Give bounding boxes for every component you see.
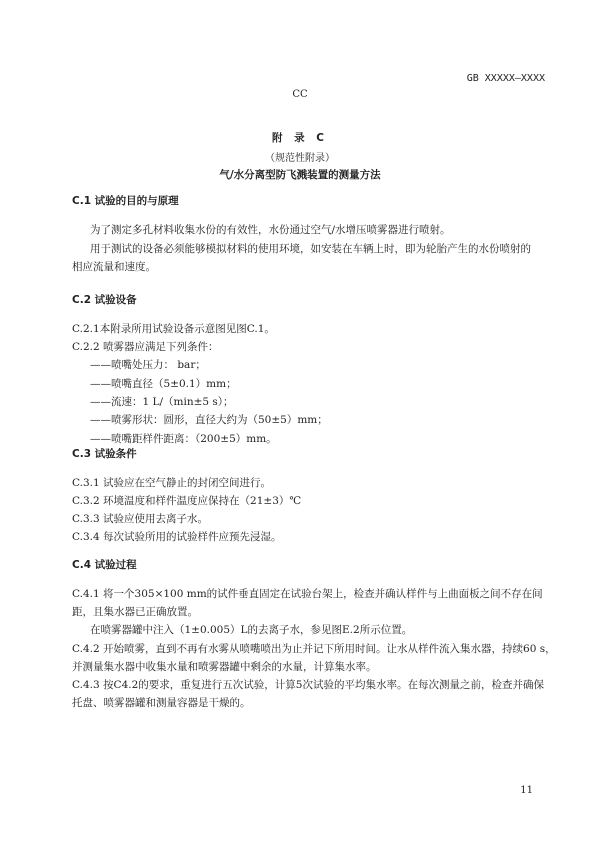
clause-line: 并测量集水器中收集水量和喷雾器罐中剩余的水量，计算集水率。 — [72, 661, 377, 673]
clause-line: C.2.2 喷雾器应满足下列条件： — [72, 341, 219, 353]
clause-line: C.4.1 将一个305×100 mm的试件垂直固定在试验台架上，检查并确认样件与上曲面板之间不存在间 — [72, 588, 543, 600]
list-item: ——流速：1 L/（min±5 s）； — [90, 396, 234, 408]
clause-line: C.3.4 每次试验所用的试验样件应预先浸湿。 — [72, 531, 282, 543]
clause-line: C.4.3 按C4.2的要求，重复进行五次试验，计算5次试验的平均集水率。在每次测量之前，检查并确保 — [72, 679, 544, 691]
page-number: 11 — [520, 785, 533, 796]
list-item: ——喷雾形状：圆形，直径大约为（50±5）mm； — [90, 414, 328, 426]
clause-line: C.3.2 环境温度和样件温度应保持在（21±3）℃ — [72, 495, 302, 507]
section-heading-c4: C.4 试验过程 — [72, 559, 137, 571]
section-heading-c1: C.1 试验的目的与原理 — [72, 195, 179, 207]
list-item: ——喷嘴直径（5±0.1）mm； — [90, 378, 237, 390]
list-item: ——喷嘴处压力： bar； — [90, 359, 206, 371]
paragraph-line: 用于测试的设备必须能够模拟材料的使用环境，如安装在车辆上时，即为轮胎产生的水份喷射的 — [90, 243, 531, 255]
paragraph-line: 相应流量和速度。 — [72, 261, 156, 273]
section-heading-c2: C.2 试验设备 — [72, 294, 137, 306]
paragraph-line: 为了测定多孔材料收集水份的有效性，水份通过空气/水增压喷雾器进行喷射。 — [90, 224, 451, 236]
appendix-subtitle: （规范性附录） — [265, 153, 335, 164]
list-item: ——喷嘴距样件距离：（200±5）mm。 — [90, 433, 277, 445]
clause-line: C.4.2 开始喷雾，直到不再有水雾从喷嘴喷出为止并记下所用时间。让水从样件流入集水器，持续60 s， — [72, 643, 556, 655]
clause-line: 距，且集水器已正确放置。 — [72, 606, 198, 618]
clause-line: C.2.1本附录所用试验设备示意图见图C.1。 — [72, 323, 275, 335]
appendix-main-title: 气/水分离型防飞溅装置的测量方法 — [219, 169, 381, 181]
page-marker: CC — [292, 89, 308, 100]
clause-line: C.3.3 试验应使用去离子水。 — [72, 513, 209, 525]
clause-line: C.3.1 试验应在空气静止的封闭空间进行。 — [72, 477, 272, 489]
appendix-title: 附 录 C — [271, 132, 329, 144]
clause-line: 在喷雾器罐中注入（1±0.005）L的去离子水，参见图E.2所示位置。 — [90, 624, 413, 636]
section-heading-c3: C.3 试验条件 — [72, 448, 137, 460]
document-code: GB XXXXX—XXXX — [466, 73, 545, 84]
clause-line: 托盘、喷雾器罐和测量容器是干燥的。 — [72, 697, 251, 709]
